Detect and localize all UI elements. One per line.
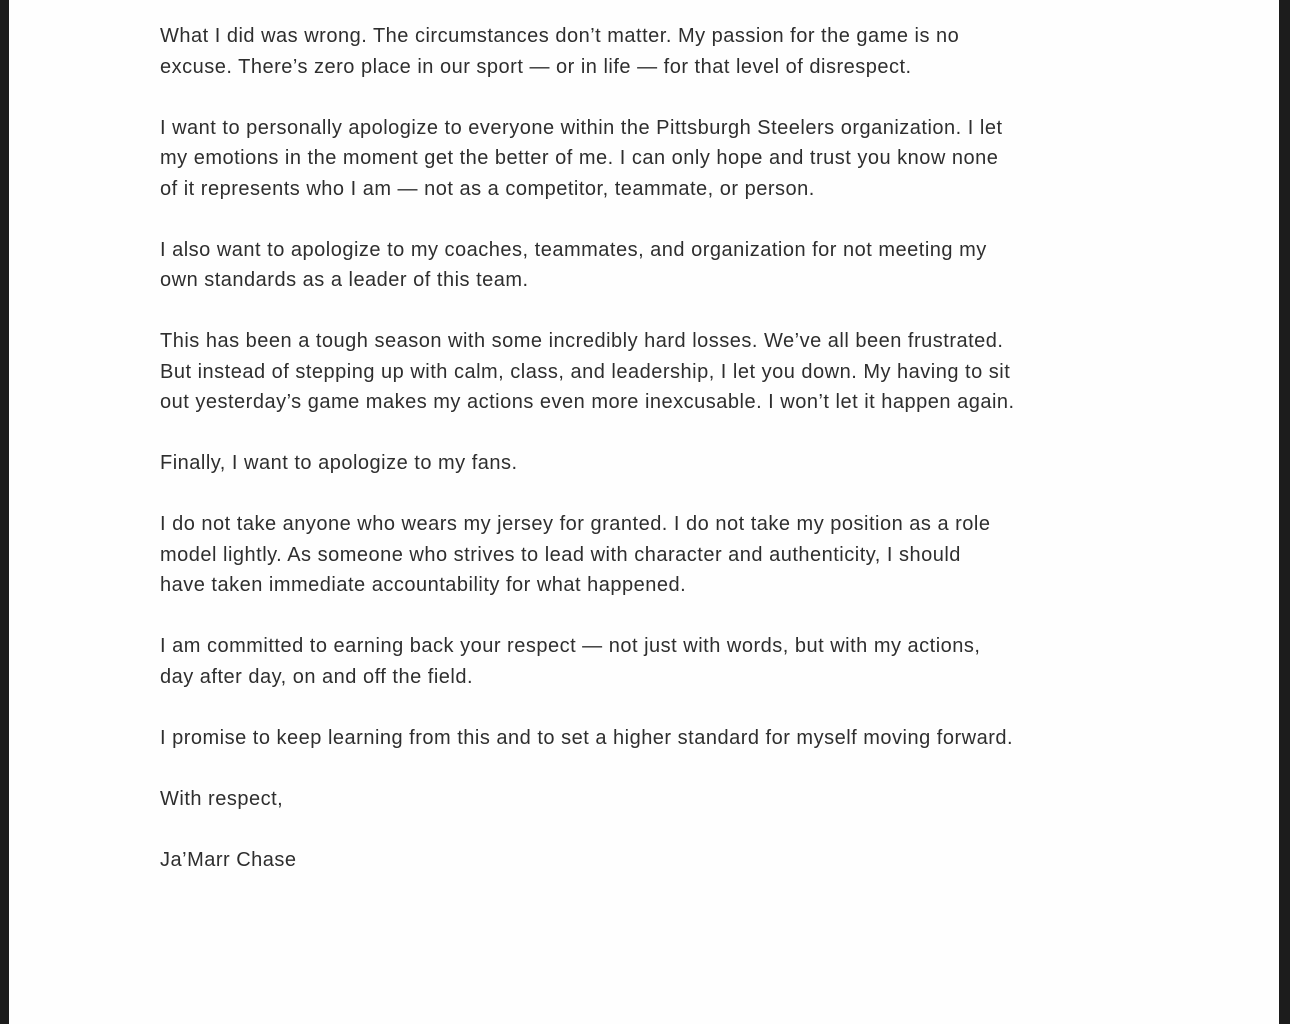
paragraph-3 <box>160 235 1220 296</box>
text-line: I want to personally apologize to everyone within the Pittsburgh Steelers organization. I let <box>160 116 1003 139</box>
text-line: of it represents who I am — not as a competitor, teammate, or person. <box>160 177 815 200</box>
text-line: I promise to keep learning from this and to set a higher standard for myself moving forward. <box>160 726 1014 749</box>
text-line: own standards as a leader of this team. <box>160 269 529 291</box>
right-edge-bar <box>1279 0 1290 1024</box>
text-line: model lightly. As someone who strives to lead with character and authenticity, I should <box>160 543 961 566</box>
text-line: out yesterday’s game makes my actions even more inexcusable. I won’t let it happen again. <box>160 391 1015 413</box>
text-line: have taken immediate accountability for what happened. <box>160 574 687 596</box>
paragraph-4 <box>160 326 1220 418</box>
text-line: I also want to apologize to my coaches, teammates, and organization for not meeting my <box>160 238 987 261</box>
text-line: I am committed to earning back your respect — not just with words, but with my actions, <box>160 635 981 657</box>
text-line: With respect, <box>160 787 284 810</box>
text-line: Finally, I want to apologize to my fans. <box>160 452 518 474</box>
closing-line <box>160 784 1220 815</box>
text-line: But instead of stepping up with calm, class, and leadership, I let you down. My having to sit <box>160 360 1011 383</box>
text-line: excuse. There’s zero place in our sport — or in life — for that level of disrespect. <box>160 55 912 78</box>
paragraph-6 <box>160 509 1220 601</box>
text-line: my emotions in the moment get the better of me. I can only hope and trust you know none <box>160 147 999 169</box>
text-line: This has been a tough season with some incredibly hard losses. We’ve all been frustrated. <box>160 330 1004 352</box>
text-line: day after day, on and off the field. <box>160 665 474 688</box>
paragraph-7 <box>160 631 1220 692</box>
paragraph-5 <box>160 448 1220 479</box>
paragraph-1 <box>160 21 1220 82</box>
paragraph-8 <box>160 723 1220 754</box>
paragraph-2 <box>160 113 1220 205</box>
apology-letter <box>160 21 1220 906</box>
left-edge-bar <box>0 0 9 1024</box>
text-line: What I did was wrong. The circumstances don’t matter. My passion for the game is no <box>160 25 960 47</box>
text-line: Ja’Marr Chase <box>160 848 297 871</box>
signature-name <box>160 845 1220 876</box>
text-line: I do not take anyone who wears my jersey for granted. I do not take my position as a role <box>160 513 991 535</box>
